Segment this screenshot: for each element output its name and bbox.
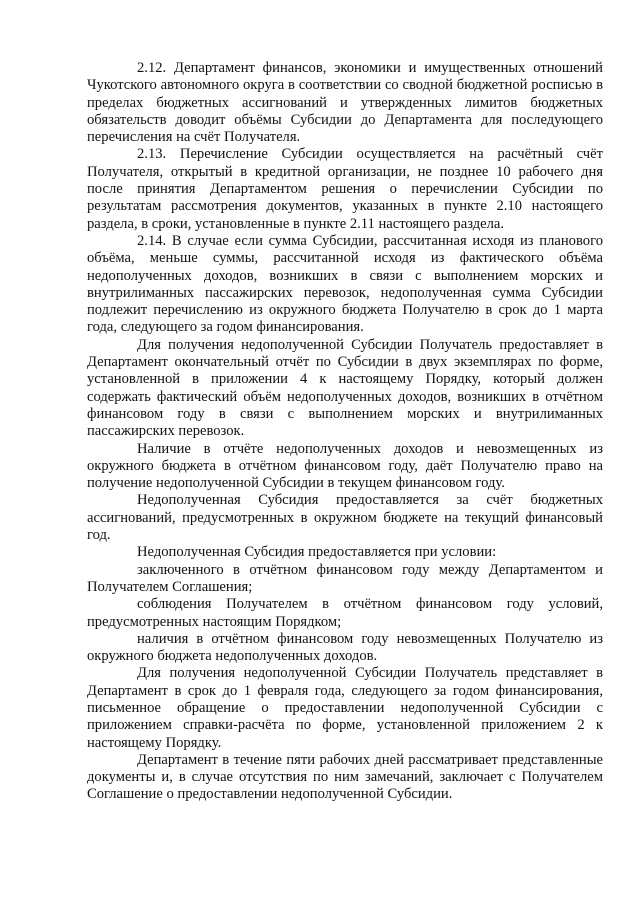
- paragraph-entitlement: Наличие в отчёте недополученных доходов и невозмещенных из окружного бюджета в отчётном финансовом году, даёт Получателю право на получение недополученной Субсидии в текущем финансовом году.: [87, 440, 603, 492]
- paragraph-2-12: 2.12. Департамент финансов, экономики и имущественных отношений Чукотского автономного округа в соответствии со сводной бюджетной росписью в пределах бюджетных ассигнований и утвержденных лимитов бюджетных обязательств доводит объёмы Субсидии до Департамента для последующего перечисления на счёт Получателя.: [87, 60, 603, 146]
- paragraph-final-report: Для получения недополученной Субсидии Получатель предоставляет в Департамент окончательный отчёт по Субсидии в двух экземплярах по форме, установленной в приложении 4 к настоящему Порядку, который должен содержать фактический объём недополученных доходов, возникших в отчётном финансовом году в связи с выполнением морских и внутрилиманных пассажирских перевозок.: [87, 336, 603, 440]
- document-page: [87, 60, 603, 804]
- paragraph-request-procedure: Для получения недополученной Субсидии Получатель представляет в Департамент в срок до 1 февраля года, следующего за годом финансирования, письменное обращение о предоставлении недополученной Субсидии с приложением справки-расчёта по форме, установленной приложением 2 к настоящему Порядку.: [87, 665, 603, 751]
- paragraph-2-13: 2.13. Перечисление Субсидии осуществляется на расчётный счёт Получателя, открытый в кредитной организации, не позднее 10 рабочего дня после принятия Департаментом решения о перечислении Субсидии по результатам рассмотрения документов, указанных в пункте 2.10 настоящего раздела, в сроки, установленные в пункте 2.11 настоящего раздела.: [87, 146, 603, 232]
- paragraph-condition-agreement: заключенного в отчётном финансовом году между Департаментом и Получателем Соглашения;: [87, 561, 603, 595]
- paragraph-2-14: 2.14. В случае если сумма Субсидии, рассчитанная исходя из планового объёма, меньше суммы, рассчитанной исходя из фактического объёма недополученных доходов, возникших в связи с выполнением морских и внутрилиманных пассажирских перевозок, недополученная сумма Субсидии подлежит перечислению из окружного бюджета Получателю в срок до 1 марта года, следующего за годом финансирования.: [87, 232, 603, 336]
- paragraph-condition-unreimbursed: наличия в отчётном финансовом году невозмещенных Получателю из окружного бюджета недополученных доходов.: [87, 630, 603, 665]
- paragraph-condition-compliance: соблюдения Получателем в отчётном финансовом году условий, предусмотренных настоящим Порядком;: [87, 596, 603, 630]
- paragraph-department-review: Департамент в течение пяти рабочих дней рассматривает представленные документы и, в случае отсутствия по ним замечаний, заключает с Получателем Соглашение о предоставлении недополученной Субсидии.: [87, 751, 603, 803]
- paragraph-conditions-intro: Недополученная Субсидия предоставляется при условии:: [137, 544, 497, 561]
- paragraph-funding-source: Недополученная Субсидия предоставляется за счёт бюджетных ассигнований, предусмотренных в окружном бюджете на текущий финансовый год.: [87, 492, 603, 544]
